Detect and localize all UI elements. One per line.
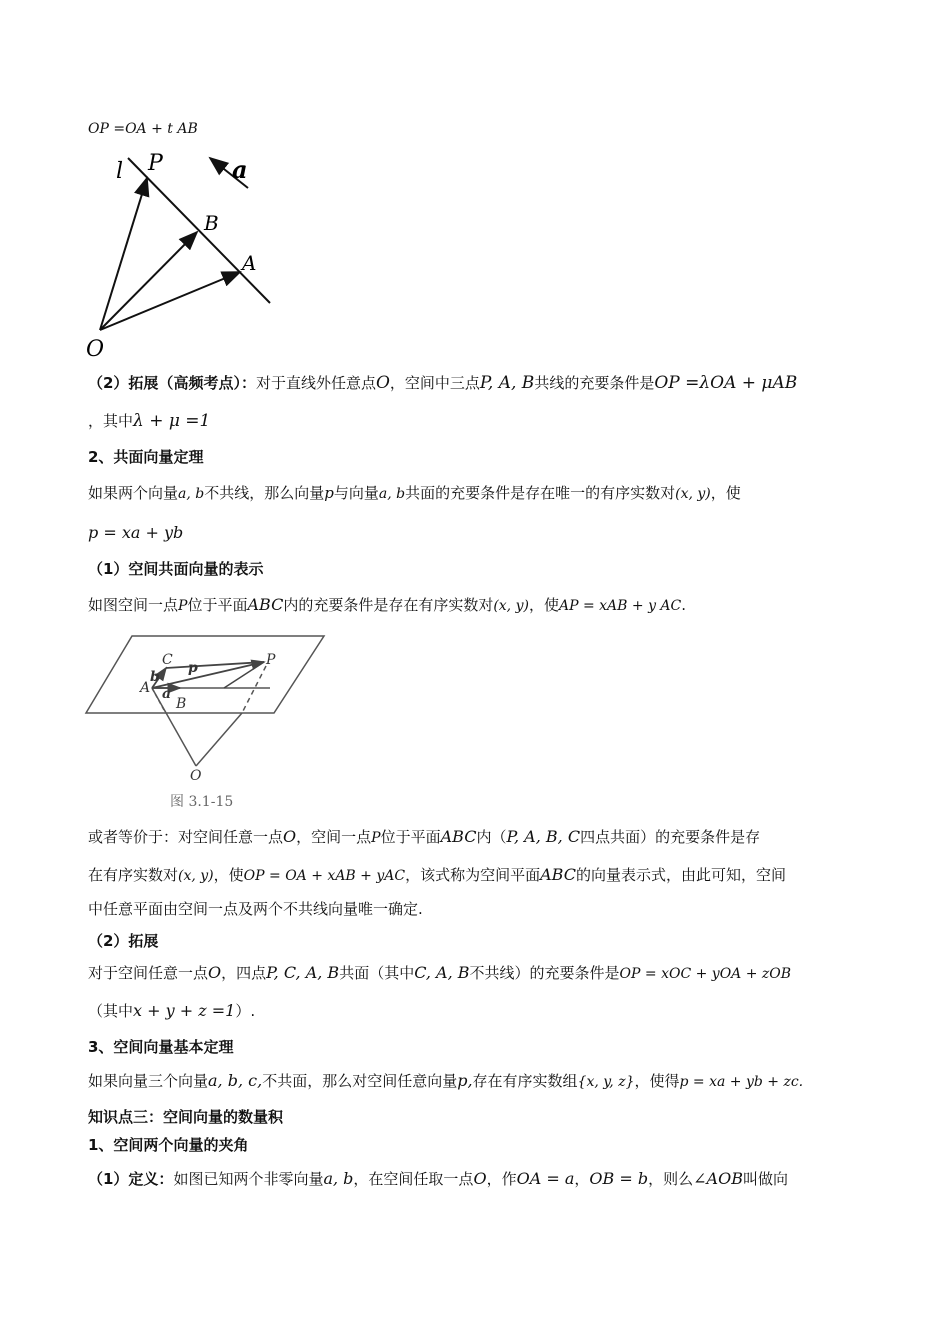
ext-where: ，其中 <box>88 412 134 430</box>
text: 不共面，那么对空间任意向量 <box>262 1072 458 1090</box>
fig2-label-O: O <box>190 768 202 784</box>
text: 与向量 <box>333 484 379 502</box>
text: 存在有序实数组 <box>472 1072 578 1090</box>
figure-plane-3-1-15 <box>84 628 334 813</box>
label-A: A <box>242 251 257 275</box>
vector-p: p <box>324 484 334 502</box>
ext-condition: λ + μ =1 <box>133 411 211 431</box>
text: 内的充要条件是存在有序实数对 <box>283 596 494 614</box>
points-pcab: P, C, A, B <box>266 963 340 982</box>
label-P: P <box>148 151 163 176</box>
text: 叫做向 <box>742 1170 788 1188</box>
text: 位于平面 <box>380 828 441 846</box>
basic-theorem-text <box>88 1070 803 1093</box>
text: 如果两个向量 <box>88 484 179 502</box>
text: ， <box>574 1170 590 1188</box>
text: ，则么 <box>648 1170 694 1188</box>
ext-label: （2）拓展（高频考点）： <box>88 374 256 392</box>
text: ，在空间任取一点 <box>353 1170 474 1188</box>
text: ，作 <box>486 1170 517 1188</box>
text: ）. <box>235 1002 256 1020</box>
label-B: B <box>204 211 219 235</box>
text: ，使 <box>213 866 244 884</box>
pair-xy: (x, y) <box>675 486 711 502</box>
plane-abc: ABC <box>247 595 284 614</box>
point-o: O <box>283 827 297 846</box>
angle-aob: ∠AOB <box>693 1169 743 1188</box>
text: ，使得 <box>634 1072 680 1090</box>
ext-text: 共线的充要条件是 <box>534 374 655 392</box>
extension-collinear <box>88 372 797 394</box>
vectors-ab: a, b <box>323 1169 354 1188</box>
fig2-caption: 图 3.1-15 <box>170 794 234 810</box>
line-op-down <box>242 666 266 713</box>
fig2-label-b: b <box>150 669 160 685</box>
text: 不共线）的充要条件是 <box>469 964 620 982</box>
coplanar-representation-text <box>88 594 686 617</box>
text: ，使 <box>528 596 559 614</box>
text: 共面的充要条件是存在唯一的有序实数对 <box>405 484 676 502</box>
heading-dot-product: 知识点三：空间向量的数量积 <box>88 1108 284 1126</box>
text: 对于空间任意一点 <box>88 964 209 982</box>
heading-angle: 1、空间两个向量的夹角 <box>88 1136 249 1154</box>
formula-p-xa-yb: p = xa + yb <box>88 523 184 542</box>
plane-abc: ABC <box>440 827 477 846</box>
point-o: O <box>473 1169 487 1188</box>
formula-p-xyz: p = xa + yb + zc. <box>679 1074 804 1090</box>
text: 四点共面）的充要条件是存 <box>580 828 761 846</box>
point-p: P <box>178 598 188 614</box>
text: ，使 <box>710 484 741 502</box>
label-l: l <box>116 159 124 184</box>
text: ，空间一点 <box>296 828 372 846</box>
fig2-label-a: a <box>162 686 172 702</box>
figure-collinear-vectors <box>80 148 290 363</box>
text: 位于平面 <box>187 596 248 614</box>
text: 如图空间一点 <box>88 596 179 614</box>
ext-points-pab: P, A, B <box>479 373 535 393</box>
pair-xy: (x, y) <box>493 598 529 614</box>
ext-formula: OP =λOA + μAB <box>654 373 798 393</box>
ext-text: ，空间中三点 <box>389 374 480 392</box>
fig2-label-C: C <box>162 652 173 668</box>
triple-xyz: {x, y, z} <box>577 1074 635 1090</box>
text: 的向量表示式，由此可知，空间 <box>575 866 786 884</box>
text: 如果向量三个向量 <box>88 1072 209 1090</box>
fig2-label-B: B <box>176 696 187 712</box>
angle-definition-text <box>88 1168 788 1190</box>
text: 不共线，那么向量 <box>204 484 325 502</box>
text: 或者等价于：对空间任意一点 <box>88 828 284 846</box>
formula-op-plane: OP = OA + xAB + yAC <box>243 868 406 884</box>
fig2-label-A: A <box>140 680 151 696</box>
point-p: P <box>371 830 381 846</box>
extension-condition <box>88 410 210 432</box>
plane-abc: ABC <box>540 865 576 884</box>
text: ，该式称为空间平面 <box>405 866 541 884</box>
text: . <box>681 596 687 614</box>
formula-oa: OA = a <box>516 1169 575 1188</box>
fig2-label-P: P <box>266 652 276 668</box>
text: 在有序实数对 <box>88 866 179 884</box>
vectors-abc: a, b, c, <box>208 1071 263 1090</box>
text: 内（ <box>476 828 507 846</box>
line-o-right <box>196 713 242 766</box>
heading-coplanar-theorem: 2、共面向量定理 <box>88 448 204 466</box>
def-label: （1）定义： <box>88 1170 174 1188</box>
extension-coplanar-text <box>88 962 791 985</box>
text: 如图已知两个非零向量 <box>173 1170 324 1188</box>
points-cab: C, A, B <box>414 963 470 982</box>
formula-op-oa-tab: OP =OA + t AB <box>88 121 198 137</box>
fig2-label-p-small: p <box>188 660 198 676</box>
vectors-ab: a, b <box>178 486 205 502</box>
ext-point-o: O <box>375 373 390 393</box>
points-pabc: P, A, B, C <box>506 827 581 846</box>
equivalent-text-line1 <box>88 826 760 849</box>
vector-p: p, <box>457 1071 473 1090</box>
text: 共面（其中 <box>339 964 415 982</box>
extension-condition-2 <box>88 1000 255 1022</box>
heading-basic-theorem: 3、空间向量基本定理 <box>88 1038 234 1056</box>
text: ，四点 <box>221 964 267 982</box>
heading-extension-2: （2）拓展 <box>88 932 159 950</box>
equivalent-text-line2 <box>88 864 786 887</box>
vectors-ab: a, b <box>378 486 406 502</box>
equivalent-text-line3: 中任意平面由空间一点及两个不共线向量唯一确定. <box>88 900 423 918</box>
coplanar-theorem-text <box>88 482 741 505</box>
heading-coplanar-representation: （1）空间共面向量的表示 <box>88 560 264 578</box>
ext-text: 对于直线外任意点 <box>255 374 376 392</box>
formula-ob: OB = b <box>589 1169 649 1188</box>
formula-ap: AP = xAB + y AC <box>558 598 682 614</box>
condition-xyz: x + y + z =1 <box>133 1001 236 1020</box>
point-o: O <box>208 963 222 982</box>
formula-op-four-points: OP = xOC + yOA + zOB <box>619 966 792 982</box>
text: （其中 <box>88 1002 134 1020</box>
vector-oa <box>100 272 240 330</box>
line-oa-down <box>152 688 196 766</box>
plane-parallelogram <box>86 636 324 713</box>
label-O: O <box>86 337 105 362</box>
pair-xy: (x, y) <box>178 868 214 884</box>
label-a: a <box>232 155 248 184</box>
